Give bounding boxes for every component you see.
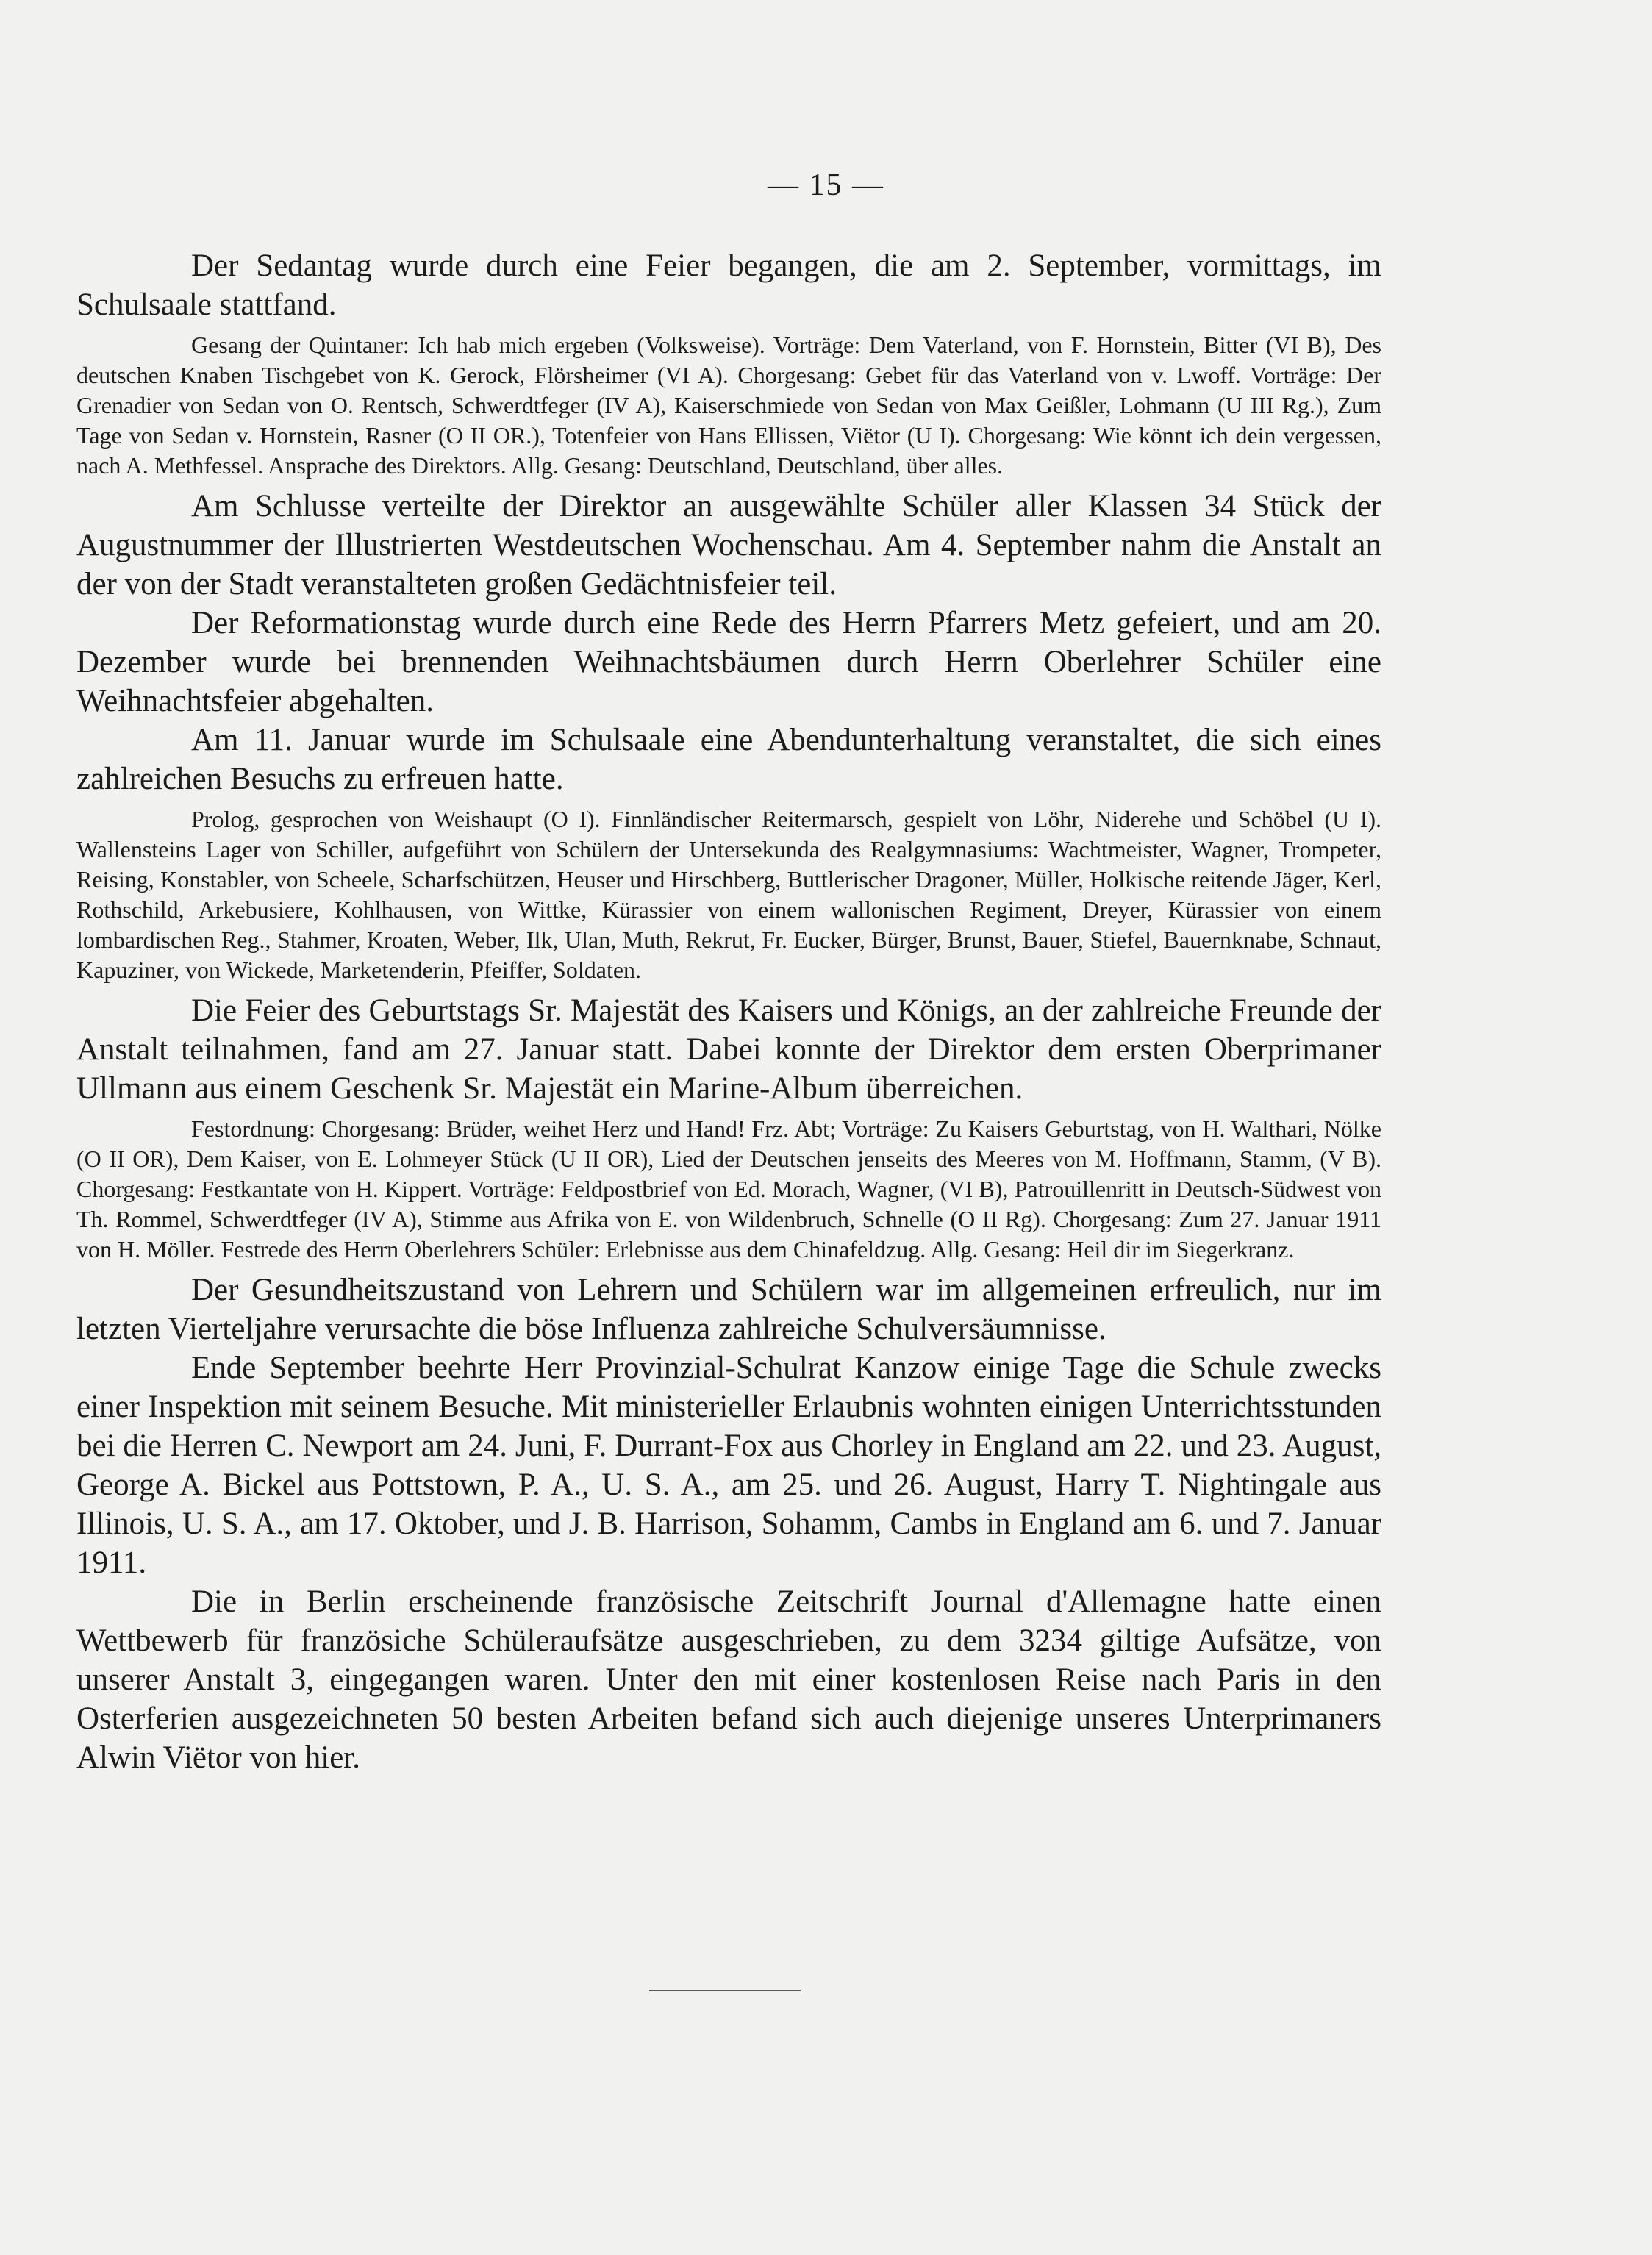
paragraph: Die Feier des Geburtstags Sr. Majestät des Kaisers und Königs, an der zahlreiche Freunde der Anstalt teilnahmen, fand am 27. Januar statt. Dabei konnte der Direktor dem ersten Oberprimaner Ullmann aus einem Geschenk Sr. Majestät ein Marine-Album überreichen.: [76, 993, 1381, 1106]
paragraph: Die in Berlin erscheinende französische Zeitschrift Journal d'Allemagne hatte einen Wettbewerb für französiche Schüleraufsätze ausgeschrieben, zu dem 3234 giltige Aufsätze, von unserer Anstalt 3, eingegangen waren. Unter den mit einer kostenlosen Reise nach Paris in den Osterferien ausgezeichneten 50 besten Arbeiten befand sich auch diejenige unseres Unterprimaners Alwin Viëtor von hier.: [76, 1584, 1381, 1775]
program-paragraph: Prolog, gesprochen von Weishaupt (O I). Finnländischer Reitermarsch, gespielt von Löhr, Niderehe und Schöbel (U I). Wallensteins Lager von Schiller, aufgeführt von Schülern der Untersekunda des Realgymnasiums: Wachtmeister, Wagner, Trompeter, Reising, Konstabler, von Scheele, Scharfschützen, Heuser und Hirschberg, Buttlerischer Dragoner, Müller, Holkische reitende Jäger, Kerl, Rothschild, Arkebusiere, Kohlhausen, von Wittke, Kürassier von einem wallonischen Regiment, Dreyer, Kürassier von einem lombardischen Reg., Stahmer, Kroaten, Weber, Ilk, Ulan, Muth, Rekrut, Fr. Eucker, Bürger, Brunst, Bauer, Stiefel, Bauernknabe, Schnaut, Kapuziner, von Wickede, Marketenderin, Pfeiffer, Soldaten.: [76, 806, 1381, 983]
paragraph: Der Reformationstag wurde durch eine Rede des Herrn Pfarrers Metz gefeiert, und am 20. Dezember wurde bei brennenden Weihnachtsbäumen durch Herrn Oberlehrer Schüler eine Weihnachtsfeier abgehalten.: [76, 606, 1381, 718]
paragraph: Ende September beehrte Herr Provinzial-Schulrat Kanzow einige Tage die Schule zwecks einer Inspektion mit seinem Besuche. Mit ministerieller Erlaubnis wohnten einigen Unterrichtsstunden bei die Herren C. Newport am 24. Juni, F. Durrant-Fox aus Chorley in England am 22. und 23. August, George A. Bickel aus Pottstown, P. A., U. S. A., am 25. und 26. August, Harry T. Nightingale aus Illinois, U. S. A., am 17. Oktober, und J. B. Harrison, Sohamm, Cambs in England am 6. und 7. Januar 1911.: [76, 1351, 1381, 1580]
body-text: [76, 246, 1381, 1777]
paragraph: Am 11. Januar wurde im Schulsaale eine Abendunterhaltung veranstaltet, die sich eines zahlreichen Besuchs zu erfreuen hatte.: [76, 723, 1381, 796]
paragraph: Am Schlusse verteilte der Direktor an ausgewählte Schüler aller Klassen 34 Stück der Augustnummer der Illustrierten Westdeutschen Wochenschau. Am 4. September nahm die Anstalt an der von der Stadt veranstalteten großen Gedächtnisfeier teil.: [76, 489, 1381, 601]
program-paragraph: Festordnung: Chorgesang: Brüder, weihet Herz und Hand! Frz. Abt; Vorträge: Zu Kaisers Geburtstag, von H. Walthari, Nölke (O II OR), Dem Kaiser, von E. Lohmeyer Stück (U II OR), Lied der Deutschen jenseits des Meeres von M. Hoffmann, Stamm, (V B). Chorgesang: Festkantate von H. Kippert. Vorträge: Feldpostbrief von Ed. Morach, Wagner, (VI B), Patrouillenritt in Deutsch-Südwest von Th. Rommel, Schwerdtfeger (IV A), Stimme aus Afrika von E. von Wildenbruch, Schnelle (O II Rg). Chorgesang: Zum 27. Januar 1911 von H. Möller. Festrede des Herrn Oberlehrers Schüler: Erlebnisse aus dem Chinafeldzug. Allg. Gesang: Heil dir im Siegerkranz.: [76, 1115, 1381, 1262]
paragraph: Der Sedantag wurde durch eine Feier begangen, die am 2. September, vormittags, im Schulsaale stattfand.: [76, 249, 1381, 322]
program-paragraph: Gesang der Quintaner: Ich hab mich ergeben (Volksweise). Vorträge: Dem Vaterland, von F. Hornstein, Bitter (VI B), Des deutschen Knaben Tischgebet von K. Gerock, Flörsheimer (VI A). Chorgesang: Gebet für das Vaterland von v. Lwoff. Vorträge: Der Grenadier von Sedan von O. Rentsch, Schwerdtfeger (IV A), Kaiserschmiede von Sedan von Max Geißler, Lohmann (U III Rg.), Zum Tage von Sedan v. Hornstein, Rasner (O II OR.), Totenfeier von Hans Ellissen, Viëtor (U I). Chorgesang: Wie könnt ich dein vergessen, nach A. Methfessel. Ansprache des Direktors. Allg. Gesang: Deutschland, Deutschland, über alles.: [76, 332, 1381, 479]
end-rule: [649, 1990, 801, 1991]
paragraph: Der Gesundheitszustand von Lehrern und Schülern war im allgemeinen erfreulich, nur im letzten Vierteljahre verursachte die böse Influenza zahlreiche Schulversäumnisse.: [76, 1273, 1381, 1346]
page-number: — 15 —: [768, 168, 884, 202]
